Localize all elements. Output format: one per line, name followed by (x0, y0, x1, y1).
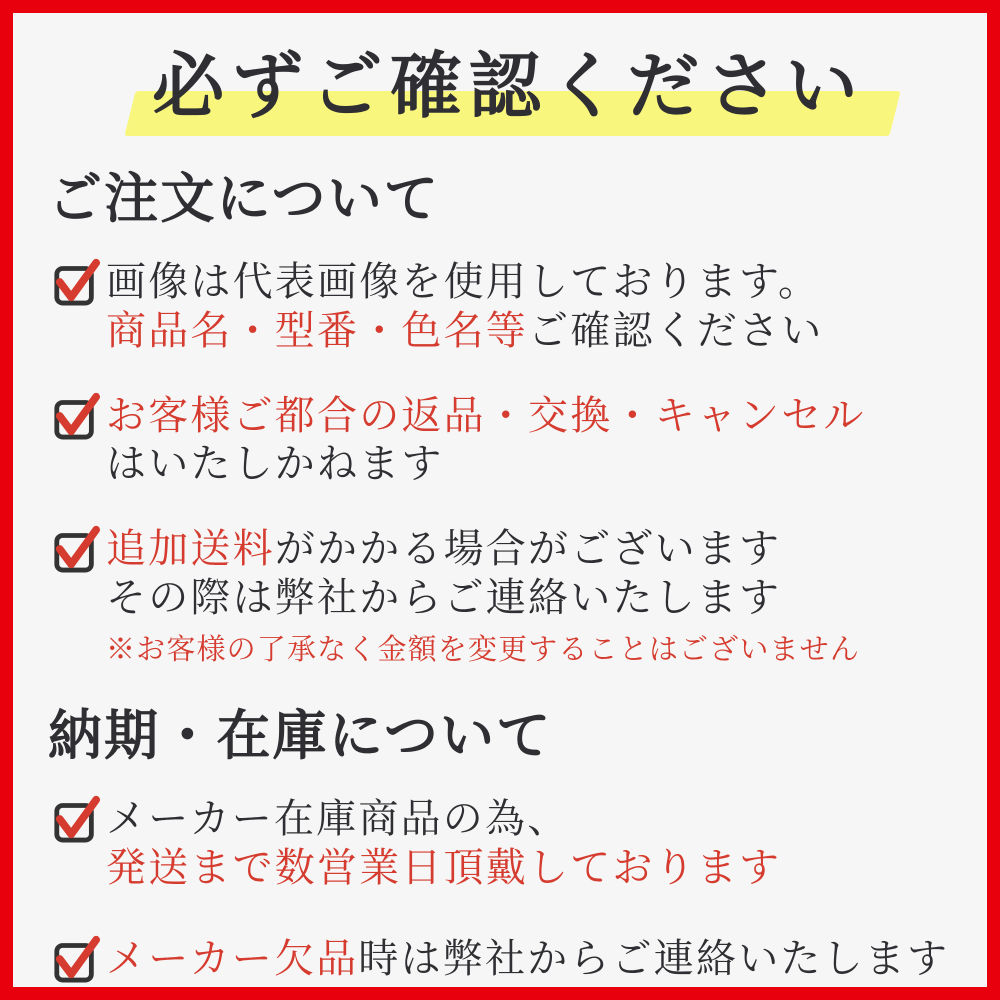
item-text-segment: ご確認ください (528, 307, 824, 353)
item-text-segment-red: ※お客様の了承なく金額を変更することはございません (106, 633, 861, 666)
page-title-text: 必ずご確認ください (152, 47, 865, 127)
checkbox-check-icon (52, 931, 100, 983)
checkbox-check-icon (52, 254, 100, 306)
item-footnote (106, 633, 860, 668)
item-line (106, 258, 823, 307)
item-text-segment: メーカー在庫商品の為、 (106, 795, 570, 841)
item-text-segment: その際は弊社からご連絡いたします (106, 574, 782, 620)
section-order-heading: ご注文について (48, 169, 441, 230)
item-line (106, 392, 866, 441)
item-line (106, 844, 781, 893)
item-text-segment: 時は弊社からご連絡いたします (358, 935, 950, 981)
item-text-segment-red: 発送まで数営業日頂戴しております (106, 844, 782, 890)
checklist-item-representative-image (52, 258, 969, 356)
item-text (106, 795, 781, 893)
item-text-segment: 画像は代表画像を使用しております。 (106, 258, 821, 304)
item-text-segment-red: 追加送料 (106, 526, 275, 572)
page-title (48, 41, 969, 133)
page-title-inner (146, 41, 871, 133)
checkbox-check-icon (52, 791, 100, 843)
item-text-segment: はいたしかねます (106, 441, 444, 487)
item-line (106, 525, 860, 574)
item-line (106, 307, 823, 356)
checklist-item-maker-shortage (52, 935, 969, 984)
item-line (106, 440, 866, 489)
item-line (106, 574, 860, 623)
item-line (106, 935, 949, 984)
item-text-segment-red: メーカー欠品 (106, 935, 359, 981)
item-text (106, 525, 860, 668)
item-text (106, 258, 823, 356)
checkbox-check-icon (52, 521, 100, 573)
item-line (106, 795, 781, 844)
item-text-segment-red: 商品名・型番・色名等 (106, 307, 528, 353)
checklist-item-maker-stock (52, 795, 969, 893)
section-delivery (48, 704, 969, 983)
section-order (48, 167, 969, 668)
item-text-segment-red: お客様ご都合の返品・交換・キャンセル (106, 392, 866, 438)
section-delivery-heading: 納期・在庫について (48, 706, 553, 767)
checkbox-check-icon (52, 388, 100, 440)
item-text-segment: がかかる場合がございます (274, 526, 782, 572)
item-text (106, 935, 949, 984)
checklist-item-returns (52, 392, 969, 490)
checklist-item-extra-shipping (52, 525, 969, 668)
item-text (106, 392, 866, 490)
